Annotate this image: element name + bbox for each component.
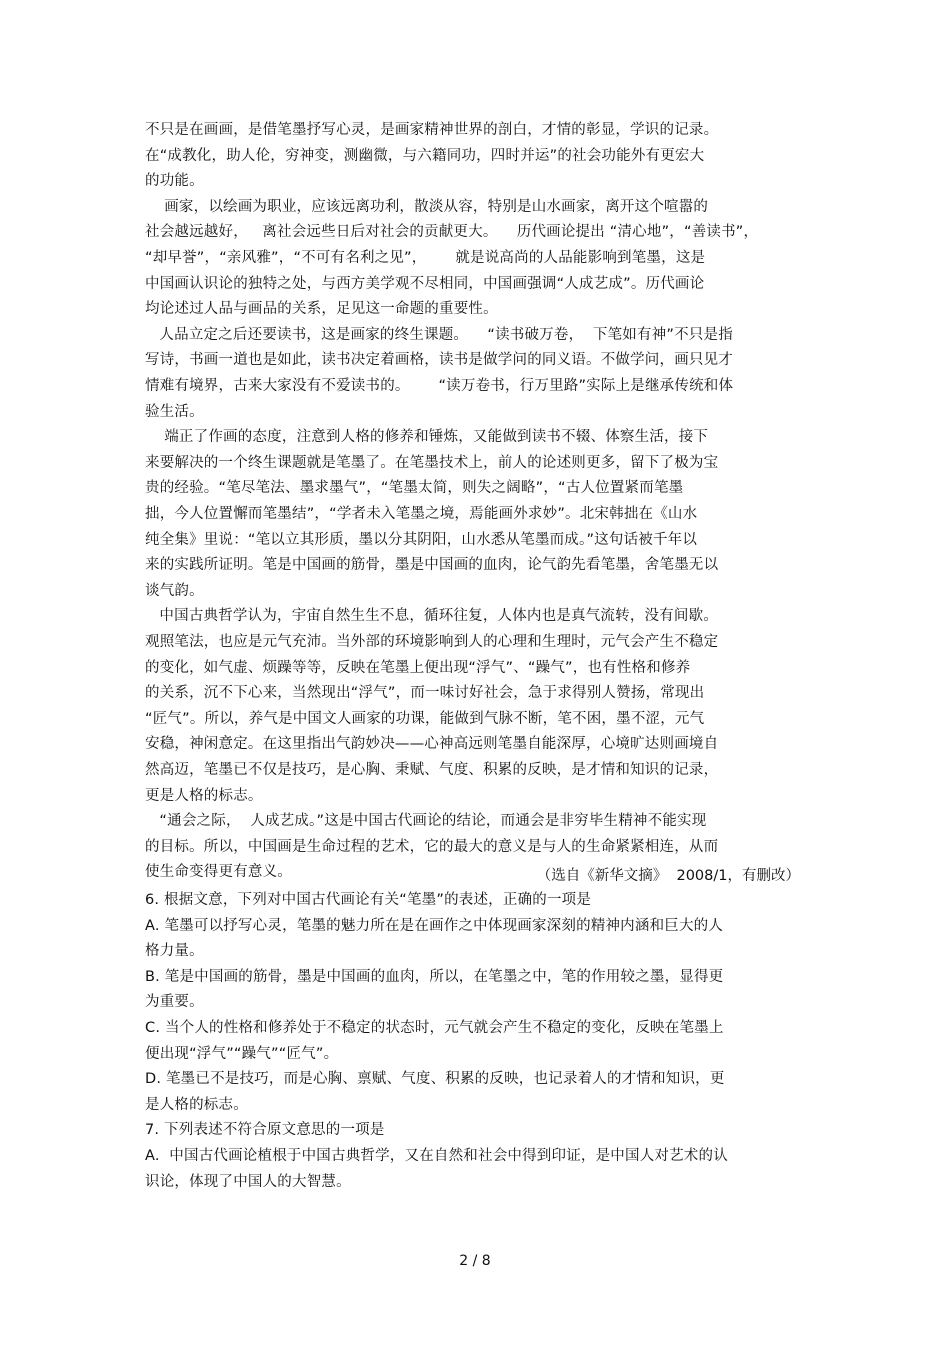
passage-line: 的变化，如气虚、烦躁等等，反映在笔墨上便出现“浮气”、“躁气”，也有性格和修养 — [145, 659, 691, 676]
passage-line: 观照笔法，也应是元气充沛。当外部的环境影响到人的心理和生理时，元气会产生不稳定 — [145, 634, 719, 650]
passage-line: 的关系，沉不下心来，当然现出“浮气”，而一味讨好社会，急于求得别人赞扬，常现出 — [145, 685, 705, 702]
passage-line: 纯全集》里说：“笔以立其形质，墨以分其阴阳，山水悉从笔墨而成。”这句话被千年以 — [145, 531, 698, 548]
passage-line: 社会越远越好， 离社会远些日后对社会的贡献更大。 历代画论提出 “清心地”，“善读书”， — [145, 224, 759, 241]
question-line: 7. 下列表述不符合原文意思的一项是 — [145, 1122, 385, 1139]
question-line: 识论，体现了中国人的大智慧。 — [145, 1173, 351, 1190]
passage-line: 来要解决的一个终生课题就是笔墨了。在笔墨技术上，前人的论述则更多，留下了极为宝 — [145, 454, 719, 471]
passage-line: 均论述过人品与画品的关系，足见这一命题的重要性。 — [145, 301, 498, 318]
passage-line: 来的实践所证明。笔是中国画的筋骨，墨是中国画的血肉，论气韵先看笔墨，舍笔墨无以 — [145, 557, 719, 574]
question-line: 便出现“浮气”“躁气”“匠气”。 — [145, 1045, 339, 1062]
question-line: A. 笔墨可以抒写心灵，笔墨的魅力所在是在画作之中体现画家深刻的精神内涵和巨大的人 — [145, 917, 724, 934]
passage-line: 在“成教化，助人伦，穷神变，测幽微，与六籍同功，四时并运”的社会功能外有更宏大 — [145, 147, 705, 164]
passage-line: “匠气”。所以，养气是中国文人画家的功课，能做到气脉不断，笔不困，墨不涩，元气 — [145, 710, 705, 727]
passage-line: 谈气韵。 — [145, 582, 204, 599]
passage-line: 情难有境界，古来大家没有不爱读书的。 “读万卷书，行万里路”实际上是继承传统和体 — [145, 378, 734, 394]
passage-line: 拙，今人位置懈而笔墨结”，“学者未入笔墨之境，焉能画外求妙”。北宋韩拙在《山水 — [145, 506, 698, 522]
passage-line: “通会之际， 人成艺成。”这是中国古代画论的结论，而通会是非穷毕生精神不能实现 — [145, 813, 707, 830]
question-line: 是人格的标志。 — [145, 1096, 248, 1113]
passage-line: 中国古典哲学认为，宇宙自然生生不息，循环往复，人体内也是真气流转，没有间歇。 — [145, 608, 719, 625]
question-line: B. 笔是中国画的筋骨，墨是中国画的血肉，所以，在笔墨之中，笔的作用较之墨，显得更 — [145, 968, 724, 985]
passage-line: 画家，以绘画为职业，应该远离功利，散淡从容，特别是山水画家，离开这个喧嚣的 — [145, 198, 709, 215]
passage-line: 然高迈，笔墨已不仅是技巧，是心胸、秉赋、气度、积累的反映，是才情和知识的记录， — [145, 762, 719, 778]
passage-line: 不只是在画画，是借笔墨抒写心灵，是画家精神世界的剖白，才情的彰显，学识的记录。 — [145, 122, 719, 138]
source-citation: （选自《新华文摘》 2008/1，有删改） — [536, 868, 800, 884]
question-line: A. 中国古代画论植根于中国古典哲学，又在自然和社会中得到印证，是中国人对艺术的认 — [145, 1148, 728, 1164]
passage-line: 安稳，神闲意定。在这里指出气韵妙决——心神高远则笔墨自能深厚，心境旷达则画境自 — [145, 736, 719, 753]
passage-line: 中国画认识论的独特之处，与西方美学观不尽相同，中国画强调“人成艺成”。历代画论 — [145, 275, 705, 292]
passage-line: 贵的经验。“笔尽笔法、墨求墨气”，“笔墨太简，则失之阔略”，“古人位置紧而笔墨 — [145, 480, 684, 497]
passage-line: 写诗，书画一道也是如此，读书决定着画格，读书是做学问的同义语。不做学问，画只见才 — [145, 352, 733, 369]
passage-line: 使生命变得更有意义。 — [145, 864, 292, 881]
page-number: 2 / 8 — [459, 1253, 491, 1269]
passage-line: 端正了作画的态度，注意到人格的修养和锤炼，又能做到读书不辍、体察生活，接下 — [145, 429, 709, 446]
question-line: 为重要。 — [145, 994, 204, 1011]
question-line: D. 笔墨已不是技巧，而是心胸、禀赋、气度、积累的反映，也记录着人的才情和知识，更 — [145, 1071, 725, 1088]
passage-line: 人品立定之后还要读书，这是画家的终生课题。 “读书破万卷， 下笔如有神”不只是指 — [145, 326, 733, 343]
passage-line: 的目标。所以，中国画是生命过程的艺术，它的最大的意义是与人的生命紧紧相连，从而 — [145, 838, 719, 855]
passage-line: 更是人格的标志。 — [145, 787, 263, 804]
question-line: C. 当个人的性格和修养处于不稳定的状态时，元气就会产生不稳定的变化，反映在笔墨上 — [145, 1020, 724, 1036]
passage-line: 验生活。 — [145, 403, 204, 420]
question-line: 格力量。 — [145, 943, 204, 960]
question-line: 6. 根据文意，下列对中国古代画论有关“笔墨”的表述，正确的一项是 — [145, 892, 592, 908]
passage-line: 的功能。 — [145, 173, 204, 190]
passage-line: “却早誉”，“亲风雅”，“不可有名利之见”， 就是说高尚的人品能影响到笔墨，这是 — [145, 250, 706, 266]
